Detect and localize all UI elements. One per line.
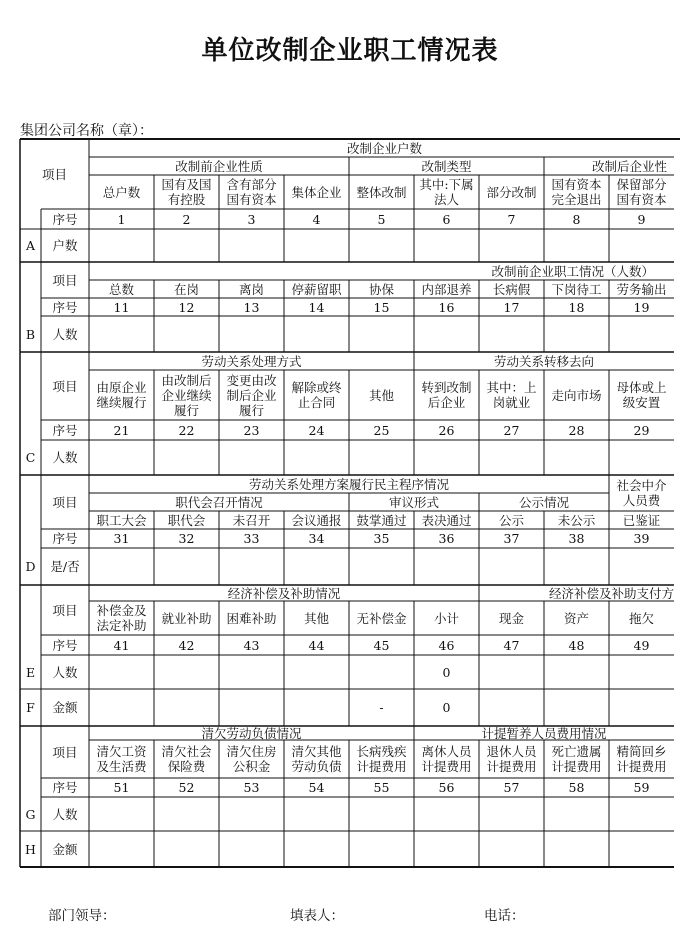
labor-relation-transfer-header: 劳动关系转移去向 xyxy=(493,353,594,369)
input-cell[interactable] xyxy=(219,316,284,352)
column-header: 其他 xyxy=(368,387,394,403)
input-cell[interactable] xyxy=(609,440,674,475)
input-cell[interactable] xyxy=(349,797,414,831)
row-letter: A xyxy=(25,238,36,253)
column-header: 总户数 xyxy=(102,184,141,200)
sequence-number: 31 xyxy=(113,531,130,546)
column-header: 资产 xyxy=(563,610,589,626)
sequence-number: 7 xyxy=(507,211,516,227)
sequence-number: 19 xyxy=(633,299,650,315)
column-header: 会议通报 xyxy=(291,512,342,528)
company-name-label: 集团公司名称（章）： xyxy=(20,123,153,139)
column-header: 就业补助 xyxy=(161,610,212,626)
subtotal-value: 0 xyxy=(442,700,451,715)
column-header: 死亡遗属计提费用 xyxy=(551,744,602,774)
sequence-number: 54 xyxy=(308,780,325,795)
sequence-number: 42 xyxy=(178,637,195,653)
sequence-label: 序号 xyxy=(52,422,78,438)
column-header: 拖欠 xyxy=(628,610,654,626)
input-cell[interactable] xyxy=(154,548,219,585)
row-label: 人数 xyxy=(52,326,78,342)
input-cell[interactable] xyxy=(284,548,349,585)
publicity-header: 公示情况 xyxy=(518,494,569,510)
sequence-number: 37 xyxy=(503,531,520,546)
input-cell[interactable] xyxy=(544,229,609,262)
column-header: 未公示 xyxy=(557,512,596,528)
column-header: 离岗 xyxy=(238,281,264,297)
section-d-project-header: 项目 xyxy=(52,494,78,510)
sequence-number: 2 xyxy=(182,211,191,227)
column-header: 国有资本完全退出 xyxy=(551,177,602,207)
input-cell[interactable] xyxy=(349,316,414,352)
column-header: 解除或终止合同 xyxy=(291,380,342,410)
subtotal-value: 0 xyxy=(442,664,451,680)
column-header: 协保 xyxy=(368,281,394,297)
column-header: 清欠工资及生活费 xyxy=(96,744,147,774)
input-cell[interactable] xyxy=(154,689,219,726)
input-cell[interactable] xyxy=(544,689,609,726)
column-header: 精简回乡计提费用 xyxy=(616,744,667,774)
column-header: 清欠其他劳动负债 xyxy=(291,744,342,774)
row-letter: E xyxy=(25,664,36,680)
row-label: 户数 xyxy=(52,238,78,253)
column-header: 由原企业继续履行 xyxy=(96,380,147,410)
input-cell[interactable] xyxy=(219,229,284,262)
input-cell[interactable] xyxy=(89,316,154,352)
input-cell[interactable] xyxy=(414,316,479,352)
democratic-procedure-header: 劳动关系处理方案履行民主程序情况 xyxy=(248,476,449,492)
sequence-label: 序号 xyxy=(52,211,78,227)
sequence-number: 11 xyxy=(113,299,130,315)
input-cell[interactable] xyxy=(414,831,479,867)
input-cell[interactable] xyxy=(609,548,674,585)
input-cell[interactable] xyxy=(284,797,349,831)
input-cell[interactable] xyxy=(479,548,544,585)
column-header: 在岗 xyxy=(173,281,199,297)
sequence-number: 6 xyxy=(442,211,451,227)
row-letter: C xyxy=(25,450,36,465)
sequence-number: 9 xyxy=(637,211,646,227)
sequence-number: 24 xyxy=(308,422,325,438)
column-header: 清欠住房公积金 xyxy=(226,744,277,774)
dept-leader-label: 部门领导： xyxy=(48,908,116,924)
input-cell[interactable] xyxy=(414,440,479,475)
input-cell[interactable] xyxy=(284,440,349,475)
input-cell[interactable] xyxy=(479,440,544,475)
column-header: 走向市场 xyxy=(551,387,602,403)
input-cell[interactable] xyxy=(154,655,219,689)
input-cell[interactable] xyxy=(154,797,219,831)
column-header: 总数 xyxy=(108,281,134,297)
input-cell[interactable] xyxy=(609,316,674,352)
sequence-number: 26 xyxy=(438,422,455,438)
sequence-number: 32 xyxy=(178,531,195,546)
input-cell[interactable] xyxy=(479,689,544,726)
column-header: 部分改制 xyxy=(486,184,537,200)
input-cell[interactable] xyxy=(219,797,284,831)
column-header: 内部退养 xyxy=(421,281,472,297)
post-restructure-nature-header: 改制后企业性 xyxy=(592,158,668,174)
sequence-number: 21 xyxy=(113,422,130,438)
input-cell[interactable] xyxy=(89,831,154,867)
row-label: 金额 xyxy=(52,841,78,857)
column-header: 停薪留职 xyxy=(291,281,342,297)
signature-footer xyxy=(0,904,700,922)
row-letter: B xyxy=(25,326,36,342)
column-header: 离休人员计提费用 xyxy=(421,744,472,774)
input-cell[interactable] xyxy=(479,655,544,689)
row-label: 人数 xyxy=(52,664,78,680)
sequence-number: 1 xyxy=(117,211,126,227)
input-cell[interactable] xyxy=(544,797,609,831)
input-cell[interactable] xyxy=(89,440,154,475)
input-cell[interactable] xyxy=(544,548,609,585)
sequence-number: 57 xyxy=(503,780,520,795)
input-cell[interactable] xyxy=(89,797,154,831)
sequence-number: 18 xyxy=(568,299,585,315)
sequence-number: 17 xyxy=(503,299,520,315)
sequence-label: 序号 xyxy=(52,637,78,653)
input-cell[interactable] xyxy=(284,655,349,689)
page-title: 单位改制企业职工情况表 xyxy=(201,36,499,66)
column-header: 劳务输出 xyxy=(616,281,667,297)
input-cell[interactable] xyxy=(349,831,414,867)
input-cell[interactable] xyxy=(219,655,284,689)
input-cell[interactable] xyxy=(414,548,479,585)
row-label: 金额 xyxy=(52,700,78,715)
input-cell[interactable] xyxy=(89,548,154,585)
section-c-project-header: 项目 xyxy=(52,378,78,394)
column-header: 职代会 xyxy=(167,512,206,528)
column-header: 退休人员计提费用 xyxy=(486,744,537,774)
column-header: 其他 xyxy=(303,610,329,626)
sequence-number: 48 xyxy=(568,637,585,653)
row-letter: H xyxy=(25,841,36,857)
sequence-number: 46 xyxy=(438,637,455,653)
column-header: 其中:下属法人 xyxy=(419,177,474,207)
sequence-number: 43 xyxy=(243,637,260,653)
sequence-label: 序号 xyxy=(52,299,78,315)
sequence-number: 15 xyxy=(373,299,390,315)
preparer-label: 填表人： xyxy=(290,908,344,924)
input-cell[interactable] xyxy=(609,689,674,726)
sequence-number: 45 xyxy=(373,637,390,653)
pre-restructure-nature-header: 改制前企业性质 xyxy=(175,158,263,174)
column-header: 变更由改制后企业履行 xyxy=(226,372,277,418)
input-cell[interactable] xyxy=(154,229,219,262)
input-cell[interactable] xyxy=(349,655,414,689)
sequence-number: 56 xyxy=(438,780,455,795)
sequence-number: 5 xyxy=(377,211,386,227)
sequence-number: 3 xyxy=(247,211,256,227)
input-cell[interactable] xyxy=(479,229,544,262)
column-header: 职工大会 xyxy=(96,512,147,528)
restructured-enterprise-count-header: 改制企业户数 xyxy=(346,140,422,156)
sequence-number: 55 xyxy=(373,780,390,795)
column-header: 未召开 xyxy=(232,512,271,528)
sequence-number: 47 xyxy=(503,637,520,653)
input-cell[interactable] xyxy=(414,229,479,262)
labor-debt-clearance-header: 清欠劳动负债情况 xyxy=(201,726,302,740)
input-cell[interactable] xyxy=(544,440,609,475)
review-form-header: 审议形式 xyxy=(388,494,439,510)
input-cell[interactable] xyxy=(284,229,349,262)
sequence-number: 52 xyxy=(178,780,195,795)
sequence-number: 39 xyxy=(633,531,650,546)
sequence-number: 28 xyxy=(568,422,585,438)
column-header: 公示 xyxy=(498,512,524,528)
input-cell[interactable] xyxy=(219,548,284,585)
row-label: 人数 xyxy=(52,450,78,465)
column-header: 无补偿金 xyxy=(356,610,407,626)
sequence-number: 16 xyxy=(438,299,455,315)
sequence-number: 33 xyxy=(243,531,260,546)
provision-cost-header: 计提暂养人员费用情况 xyxy=(481,726,607,740)
column-header: 其中：上岗就业 xyxy=(486,380,537,410)
section-g-project-header: 项目 xyxy=(52,744,78,760)
row-letter: G xyxy=(25,806,36,822)
column-header: 国有及国有控股 xyxy=(161,177,212,207)
sequence-number: 4 xyxy=(312,211,321,227)
sequence-number: 58 xyxy=(568,780,585,795)
column-header: 补偿金及法定补助 xyxy=(96,603,147,633)
input-cell[interactable] xyxy=(609,229,674,262)
sequence-number: 13 xyxy=(243,299,260,315)
input-cell[interactable] xyxy=(609,655,674,689)
input-cell[interactable] xyxy=(479,797,544,831)
sequence-number: 14 xyxy=(308,299,325,315)
compensation-payment-header: 经济补偿及补助支付方 xyxy=(548,585,674,601)
input-cell[interactable] xyxy=(544,316,609,352)
sequence-number: 23 xyxy=(243,422,260,438)
column-header: 下岗待工 xyxy=(551,281,602,297)
column-header: 清欠社会保险费 xyxy=(161,744,212,774)
sequence-number: 44 xyxy=(308,637,325,653)
sequence-number: 8 xyxy=(572,211,581,227)
input-cell[interactable] xyxy=(219,440,284,475)
column-header: 转到改制后企业 xyxy=(421,380,472,410)
column-header: 困难补助 xyxy=(226,610,277,626)
sequence-number: 49 xyxy=(633,637,650,653)
sequence-number: 34 xyxy=(308,531,325,546)
sequence-number: 25 xyxy=(373,422,390,438)
input-cell[interactable] xyxy=(219,689,284,726)
column-header: 母体或上级安置 xyxy=(616,380,667,410)
column-header: 整体改制 xyxy=(356,184,407,200)
input-cell[interactable] xyxy=(609,831,674,867)
input-cell[interactable] xyxy=(544,655,609,689)
input-cell[interactable] xyxy=(349,548,414,585)
input-cell[interactable] xyxy=(284,831,349,867)
column-header: 由改制后企业继续履行 xyxy=(161,372,212,418)
input-cell[interactable] xyxy=(349,229,414,262)
row-letter: F xyxy=(26,700,35,715)
restructure-type-header: 改制类型 xyxy=(421,158,472,174)
congress-meeting-header: 职代会召开情况 xyxy=(175,494,263,510)
input-cell[interactable] xyxy=(89,689,154,726)
input-cell[interactable] xyxy=(609,797,674,831)
input-cell[interactable] xyxy=(479,831,544,867)
sequence-number: 59 xyxy=(633,780,650,795)
labor-relation-handling-header: 劳动关系处理方式 xyxy=(201,353,302,369)
sequence-number: 12 xyxy=(178,299,195,315)
input-cell[interactable] xyxy=(414,797,479,831)
sequence-number: 29 xyxy=(633,422,650,438)
sequence-number: 51 xyxy=(113,780,130,795)
column-header: 长病残疾计提费用 xyxy=(356,744,407,774)
input-cell[interactable] xyxy=(89,229,154,262)
input-cell[interactable] xyxy=(284,689,349,726)
column-header: 鼓掌通过 xyxy=(356,512,407,528)
column-header: 集体企业 xyxy=(291,184,342,200)
input-cell[interactable] xyxy=(284,316,349,352)
section-b-project-header: 项目 xyxy=(52,272,78,288)
section-e-project-header: 项目 xyxy=(52,602,78,618)
sequence-number: 36 xyxy=(438,531,455,546)
input-cell[interactable] xyxy=(479,316,544,352)
pre-restructure-staff-header: 改制前企业职工情况（人数） xyxy=(491,263,654,279)
column-header: 长病假 xyxy=(492,281,531,297)
input-cell[interactable] xyxy=(349,440,414,475)
input-cell[interactable] xyxy=(219,831,284,867)
section-a-project-header: 项目 xyxy=(41,166,67,182)
sequence-label: 序号 xyxy=(52,780,78,795)
sequence-number: 22 xyxy=(178,422,195,438)
sequence-number: 53 xyxy=(243,780,260,795)
sequence-number: 35 xyxy=(373,531,390,546)
row-label: 人数 xyxy=(52,806,78,822)
sequence-number: 27 xyxy=(503,422,520,438)
column-header: 保留部分国有资本 xyxy=(616,177,667,207)
column-header: 含有部分国有资本 xyxy=(226,177,277,207)
input-cell[interactable] xyxy=(544,831,609,867)
input-cell[interactable] xyxy=(154,316,219,352)
input-cell[interactable] xyxy=(89,655,154,689)
phone-label: 电话： xyxy=(484,908,525,924)
input-cell[interactable] xyxy=(154,440,219,475)
row-label: 是/否 xyxy=(50,559,80,574)
dash-value: - xyxy=(379,700,384,715)
column-header: 现金 xyxy=(498,610,524,626)
column-header: 表决通过 xyxy=(421,512,472,528)
sequence-number: 38 xyxy=(568,531,585,546)
row-letter: D xyxy=(25,559,36,574)
sequence-number: 41 xyxy=(113,637,130,653)
input-cell[interactable] xyxy=(154,831,219,867)
sequence-label: 序号 xyxy=(52,531,78,546)
column-header: 已鉴证 xyxy=(622,512,661,528)
compensation-status-header: 经济补偿及补助情况 xyxy=(227,585,341,601)
agency-fee-header: 社会中介人员费 xyxy=(616,478,667,508)
column-header: 小计 xyxy=(433,610,459,626)
